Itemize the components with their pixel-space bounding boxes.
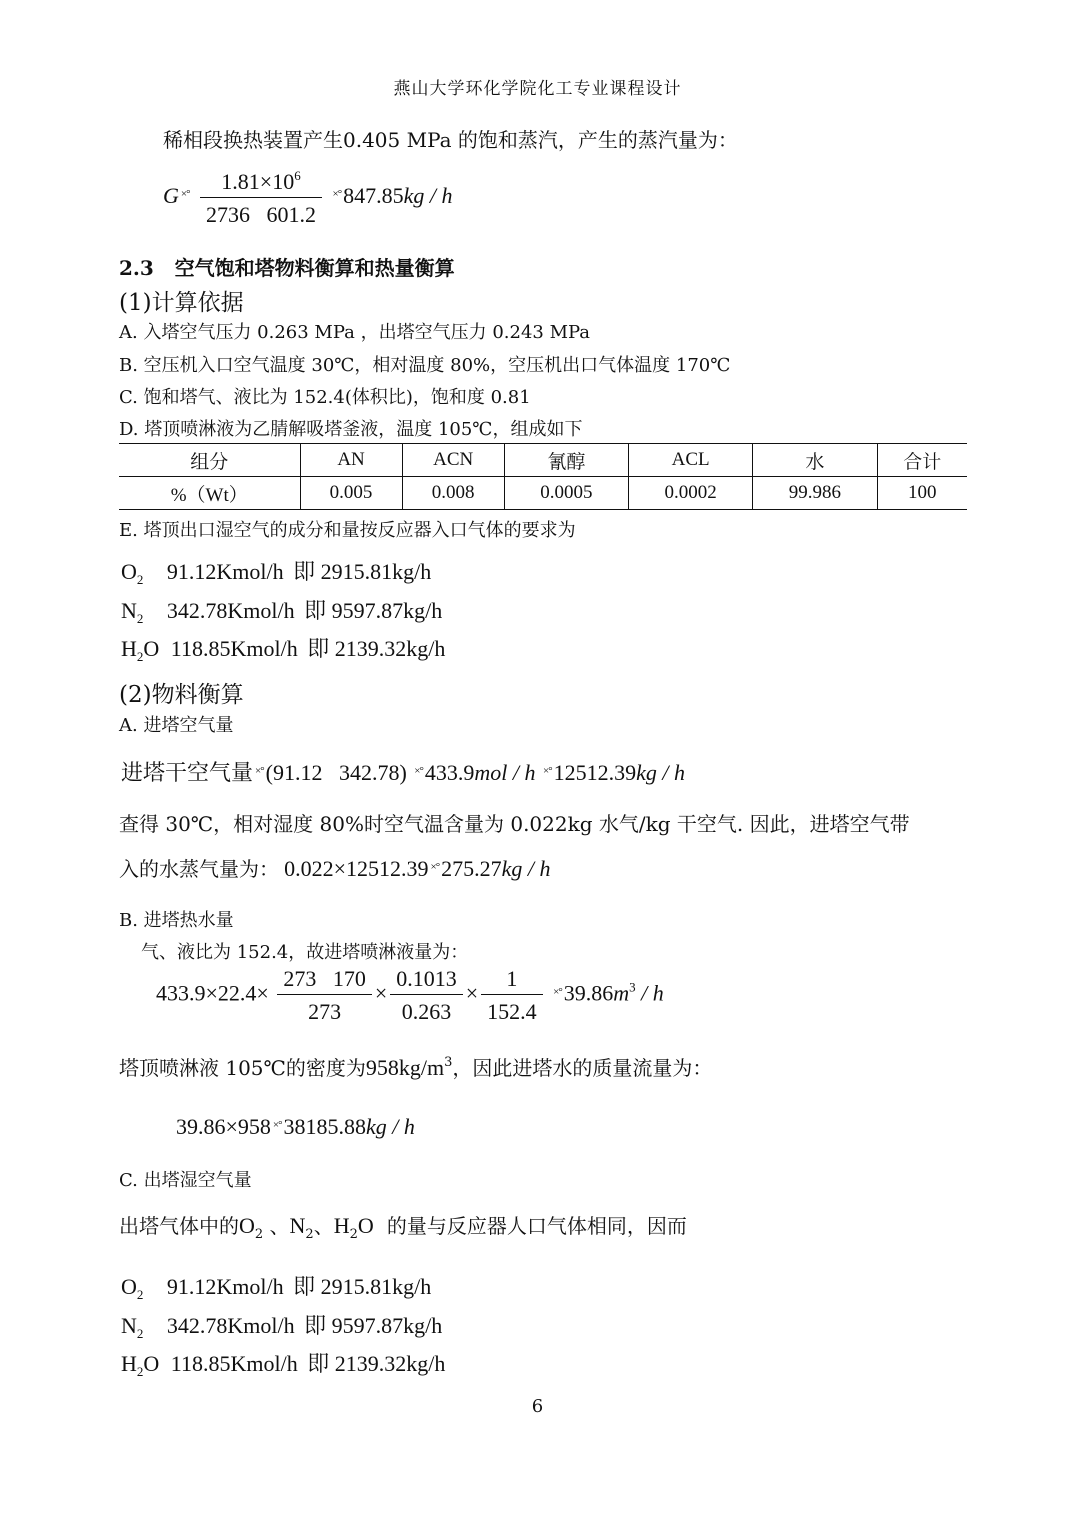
gas-mass: 2915.81kg/h <box>320 1274 432 1299</box>
page-number: 6 <box>531 1396 544 1417</box>
vapor-label: 入的水蒸气量为： <box>119 857 279 881</box>
eq-air-paren: (91.12 342.78) <box>265 760 407 785</box>
equation-spray-liquid: 433.9×22.4× $\frac{273 170}{273}$ × $\frac{0.1013}{0.263}$ × $\frac{1}{152.4}$ $^{\times^\circ}39.86m^3$ / h <box>156 966 664 1024</box>
eq-g-result: 847.85 <box>343 183 404 209</box>
separator: 、 <box>263 1214 290 1238</box>
gas-symbol: H <box>333 1213 350 1238</box>
equation-steam-amount <box>163 168 453 228</box>
density-line <box>119 1052 712 1081</box>
gas-line-h2o <box>121 632 445 665</box>
eq-g-lhs: G <box>163 183 179 209</box>
table-cell: 0.005 <box>300 477 402 510</box>
equals-symbol: ×° <box>553 985 562 998</box>
intro-paragraph: 稀相段换热装置产生0.405 MPa 的饱和蒸汽，产生的蒸汽量为： <box>163 128 738 152</box>
equals-symbol: ×° <box>543 765 552 777</box>
gas-mass: 2139.32kg/h <box>334 1351 446 1376</box>
gas-flow: 91.12Kmol/h <box>166 1274 284 1299</box>
eq-water-f1-den: 273 <box>308 999 342 1024</box>
material-c-title: C. 出塔湿空气量 <box>119 1170 252 1191</box>
table-header-cell: ACL <box>629 444 753 477</box>
eq-water-unit-tail: / h <box>635 980 664 1006</box>
gas-flow: 91.12Kmol/h <box>166 559 284 584</box>
gas-flow: 118.85Kmol/h <box>170 1351 298 1376</box>
eq-water-f2-num: 0.1013 <box>390 966 463 995</box>
eq-water-f2-den: 0.263 <box>401 999 452 1024</box>
equals-symbol: ×° <box>272 1119 282 1131</box>
gas-subscript: 2 <box>305 1227 314 1242</box>
gas-ji: 即 <box>293 559 316 584</box>
gas-symbol: H <box>121 636 137 661</box>
c-text-2: 的量与反应器人口气体相同，因而 <box>386 1214 687 1238</box>
eq-g-fraction <box>200 168 322 228</box>
equation-dry-air <box>121 756 685 787</box>
gas-symbol: O <box>121 559 137 584</box>
table-header-cell: 合计 <box>877 444 967 477</box>
equals-symbol: ×° <box>430 861 440 873</box>
material-title: (2)物料衡算 <box>119 682 244 708</box>
gas-ji: 即 <box>307 636 330 661</box>
basis-item-b: B. 空压机入口空气温度 30℃，相对温度 80%，空压机出口气体温度 170℃ <box>119 355 731 376</box>
table-header-cell: 水 <box>753 444 877 477</box>
table-header-cell: 氰醇 <box>504 444 628 477</box>
density-value: 958kg/m <box>365 1055 445 1080</box>
equals-symbol: ×° <box>414 765 423 777</box>
eq-water-f3-den: 152.4 <box>487 999 537 1024</box>
gas-subscript: 2 <box>136 1364 144 1379</box>
equation-water-mass <box>176 1114 415 1140</box>
gas-mass: 9597.87kg/h <box>331 1313 443 1338</box>
gas-symbol: N <box>121 598 137 623</box>
gas-flow: 342.78Kmol/h <box>166 1313 295 1338</box>
mass-unit: kg / h <box>366 1114 415 1139</box>
gas-line-h2o <box>121 1347 445 1380</box>
table-row <box>119 477 967 510</box>
eq-water-fraction-3 <box>481 966 543 1025</box>
vapor-unit: kg / h <box>501 856 551 881</box>
eq-water-f3-num: 1 <box>481 966 543 995</box>
table-cell: 0.0005 <box>504 477 628 510</box>
density-text-2: ，因此进塔水的质量流量为： <box>452 1056 713 1080</box>
page-header: 燕山大学环化学院化工专业课程设计 <box>393 79 682 99</box>
gas-symbol: H <box>121 1351 137 1376</box>
equals-symbol: ×° <box>255 765 264 777</box>
table-cell: %（Wt） <box>119 477 300 510</box>
basis-item-e: E. 塔顶出口湿空气的成分和量按反应器入口气体的要求为 <box>119 520 576 541</box>
table-cell: 99.986 <box>753 477 877 510</box>
table-header-cell: AN <box>300 444 402 477</box>
equals-symbol: ×° <box>332 188 342 201</box>
eq-air-mid: 433.9 <box>424 760 475 785</box>
gas-flow: 342.78Kmol/h <box>166 598 295 623</box>
table-cell: 100 <box>877 477 967 510</box>
gas-ji: 即 <box>304 598 327 623</box>
gas-subscript: 2 <box>136 649 144 664</box>
gas-subscript: 2 <box>136 1287 144 1302</box>
table-cell: 0.008 <box>402 477 504 510</box>
vapor-result: 275.27 <box>441 856 502 881</box>
composition-table <box>119 443 967 510</box>
eq-air-rhs-unit: kg / h <box>636 760 686 785</box>
eq-air-mid-unit: mol / h <box>474 760 536 785</box>
eq-water-unit-exp: 3 <box>629 979 636 995</box>
gas-symbol: N <box>121 1313 137 1338</box>
eq-water-lead: 433.9×22.4× <box>156 980 269 1006</box>
vapor-expr: 0.022×12512.39 <box>284 856 429 881</box>
gas-symbol: O <box>143 1351 160 1376</box>
material-b-text: 气、液比为 152.4，故进塔喷淋液量为： <box>141 942 469 963</box>
gas-symbol: N <box>289 1213 306 1238</box>
material-b-title: B. 进塔热水量 <box>119 910 234 931</box>
basis-title: (1)计算依据 <box>119 290 244 316</box>
gas-ji: 即 <box>304 1313 327 1338</box>
eq-air-rhs: 12512.39 <box>553 760 637 785</box>
gas-subscript: 2 <box>136 1326 144 1341</box>
mass-result: 38185.88 <box>283 1114 367 1139</box>
eq-water-f1-num: 273 170 <box>277 966 372 995</box>
vapor-line <box>119 853 551 882</box>
material-a-title: A. 进塔空气量 <box>119 715 234 736</box>
gas-subscript: 2 <box>349 1227 358 1242</box>
gas-symbol: O <box>121 1274 137 1299</box>
table-header-cell: ACN <box>402 444 504 477</box>
table-header-row <box>119 444 967 477</box>
basis-item-d: D. 塔顶喷淋液为乙腈解吸塔釜液，温度 105℃，组成如下 <box>119 419 583 440</box>
material-c-line <box>119 1210 687 1242</box>
density-exp: 3 <box>444 1055 453 1070</box>
gas-line-o2 <box>121 555 431 588</box>
gas-mass: 2915.81kg/h <box>320 559 432 584</box>
basis-item-a: A. 入塔空气压力 0.263 MPa ，出塔空气压力 0.243 MPa <box>119 322 591 343</box>
gas-line-n2 <box>121 1309 442 1342</box>
eq-water-fraction-2 <box>390 966 463 1025</box>
eq-g-num-exponent: 6 <box>294 168 301 183</box>
c-text-1: 出塔气体中的 <box>119 1214 239 1238</box>
gas-symbol: O <box>357 1213 374 1238</box>
gas-symbol: O <box>143 636 160 661</box>
eq-g-numerator: 1.81×10 <box>221 169 295 194</box>
gas-subscript: 2 <box>136 572 144 587</box>
eq-g-unit: kg / h <box>403 183 453 209</box>
gas-line-o2 <box>121 1270 431 1303</box>
gas-subscript: 2 <box>136 611 144 626</box>
gas-ji: 即 <box>293 1274 316 1299</box>
density-text-1: 塔顶喷淋液 105℃的密度为 <box>119 1056 366 1080</box>
mass-expr: 39.86×958 <box>176 1114 271 1139</box>
eq-air-label: 进塔干空气量 <box>121 761 254 786</box>
gas-line-n2 <box>121 594 442 627</box>
gas-mass: 9597.87kg/h <box>331 598 443 623</box>
table-cell: 0.0002 <box>629 477 753 510</box>
separator: 、 <box>313 1214 334 1238</box>
humidity-paragraph: 查得 30℃，相对湿度 80%时空气温含量为 0.022kg 水气/kg 干空气. 因此，进塔空气带 <box>119 812 910 836</box>
section-title: 2.3 空气饱和塔物料衡算和热量衡算 <box>119 256 455 280</box>
gas-subscript: 2 <box>254 1227 264 1242</box>
gas-ji: 即 <box>307 1351 330 1376</box>
eq-water-fraction-1 <box>277 966 372 1025</box>
gas-symbol: O <box>239 1213 255 1238</box>
gas-mass: 2139.32kg/h <box>334 636 446 661</box>
eq-g-denominator: 2736 601.2 <box>206 202 316 227</box>
basis-item-c: C. 饱和塔气、液比为 152.4(体积比)，饱和度 0.81 <box>119 387 531 408</box>
table-header-cell: 组分 <box>119 444 300 477</box>
eq-water-rhs: 39.86 <box>563 980 614 1006</box>
eq-water-unit: m <box>613 980 630 1006</box>
equals-symbol: ×° <box>180 188 190 201</box>
gas-flow: 118.85Kmol/h <box>170 636 298 661</box>
